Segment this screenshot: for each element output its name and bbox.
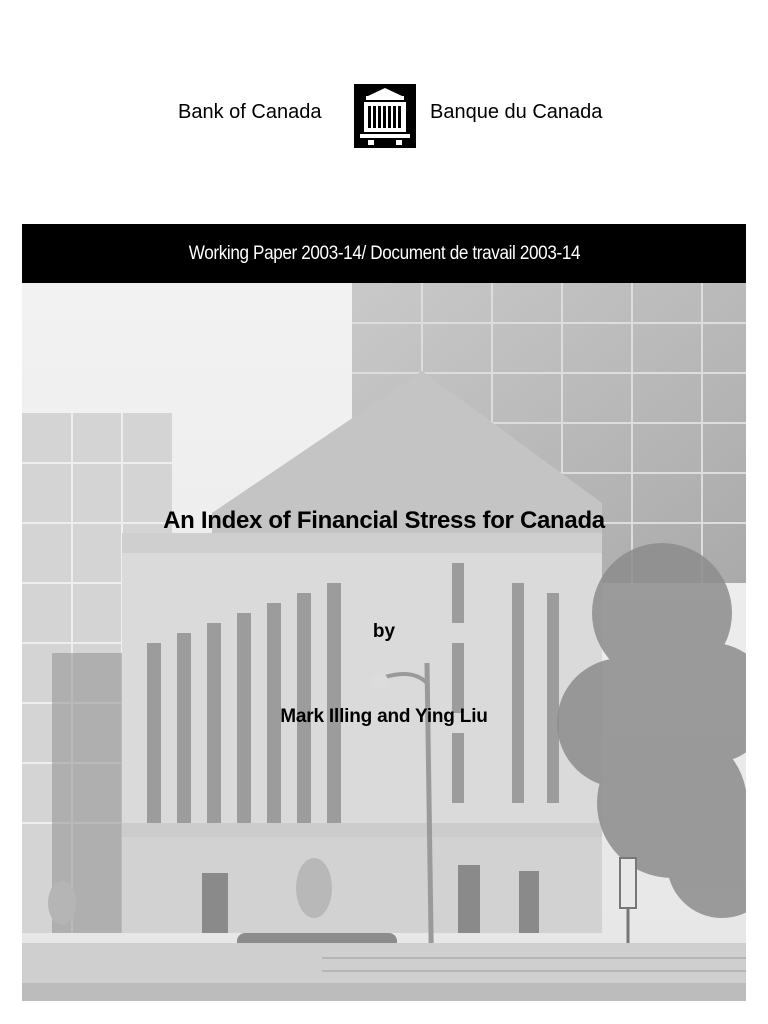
by-line: by xyxy=(372,621,396,642)
bank-name-english: Bank of Canada xyxy=(178,101,322,123)
working-paper-banner xyxy=(22,224,746,283)
paper-authors: Mark Illing and Ying Liu xyxy=(280,706,488,727)
working-paper-number: Working Paper 2003-14/ Document de travail 2003-14 xyxy=(188,242,580,264)
bank-name-french: Banque du Canada xyxy=(430,101,603,123)
bank-building-icon xyxy=(354,84,416,148)
page-header xyxy=(0,84,768,150)
paper-title: An Index of Financial Stress for Canada xyxy=(163,507,605,534)
